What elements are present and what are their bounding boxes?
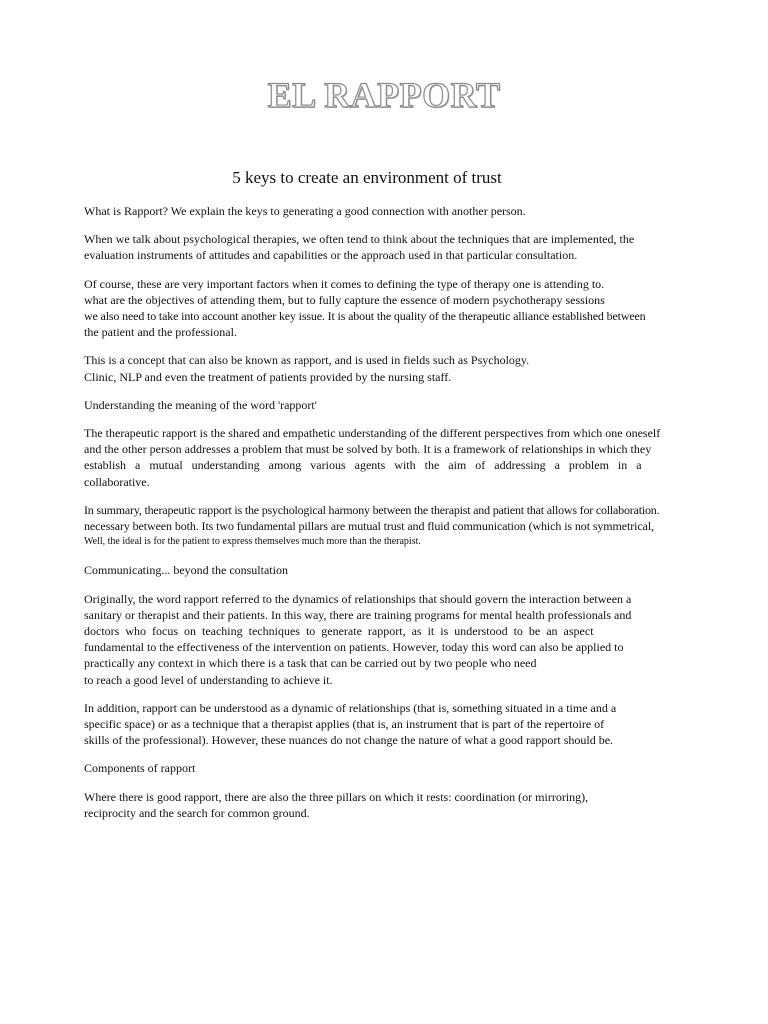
section-heading-components: Components of rapport <box>84 761 196 776</box>
paragraph-summary <box>84 502 700 551</box>
paragraph-psychological-therapies <box>84 231 700 263</box>
text-line: Originally, the word rapport referred to the dynamics of relationships that should govern the interaction between a <box>84 591 632 606</box>
text-line: When we talk about psychological therapies, we often tend to think about the techniques that are implemented, the <box>84 232 635 247</box>
text-line: fundamental to the effectiveness of the intervention on patients. However, today this word can also be applied to <box>84 640 624 655</box>
text-line: Where there is good rapport, there are also the three pillars on which it rests: coordination (or mirroring), <box>84 789 589 804</box>
text-line: collaborative. <box>84 474 150 489</box>
paragraph-intro <box>84 203 700 219</box>
text-line: evaluation instruments of attitudes and capabilities or the approach used in that particular consultation. <box>84 248 578 263</box>
text-line: to reach a good level of understanding to achieve it. <box>84 672 333 687</box>
text-line: Clinic, NLP and even the treatment of patients provided by the nursing staff. <box>84 369 452 384</box>
text-line: In summary, therapeutic rapport is the psychological harmony between the therapist and patient that allows for collaboration. <box>84 502 660 517</box>
section-heading-communicating: Communicating... beyond the consultation <box>84 563 288 578</box>
paragraph-good-rapport <box>84 789 700 821</box>
document-body <box>84 203 700 833</box>
text-line: skills of the professional). However, these nuances do not change the nature of what a good rapport should be. <box>84 733 614 748</box>
text-line: sanitary or therapist and their patients. In this way, there are training programs for mental health professionals and <box>84 607 632 622</box>
text-line: In addition, rapport can be understood as a dynamic of relationships (that is, something situated in a time and a <box>84 700 617 715</box>
paragraph-in-addition <box>84 700 700 749</box>
text-line: practically any context in which there is a task that can be carried out by two people who need <box>84 656 537 671</box>
text-line: Well, the ideal is for the patient to express themselves much more than the therapist. <box>84 536 421 548</box>
text-line: reciprocity and the search for common ground. <box>84 805 310 820</box>
paragraph-important-factors <box>84 276 700 341</box>
paragraph-therapeutic-rapport <box>84 425 700 490</box>
text-line: necessary between both. Its two fundamental pillars are mutual trust and fluid communication (which is not symmetrical, <box>84 519 654 534</box>
text-line: specific space) or as a technique that a therapist applies (that is, an instrument that is part of the repertoire of <box>84 717 605 732</box>
text-line: This is a concept that can also be known as rapport, and is used in fields such as Psychology. <box>84 353 530 368</box>
text-line: establish a mutual understanding among various agents with the aim of addressing a problem in a <box>84 458 642 473</box>
text-line: The therapeutic rapport is the shared and empathetic understanding of the different perspectives from which one oneself <box>84 426 661 441</box>
paragraph-originally <box>84 591 700 688</box>
section-heading-meaning: Understanding the meaning of the word 'rapport' <box>84 397 317 412</box>
document-subtitle: 5 keys to create an environment of trust <box>232 168 502 187</box>
text-line: and the other person addresses a problem that must be solved by both. It is a framework of relationships in which they <box>84 442 652 457</box>
text-line: what are the objectives of attending them, but to fully capture the essence of modern psychotherapy sessions <box>84 292 605 307</box>
text-line: What is Rapport? We explain the keys to generating a good connection with another person. <box>84 204 526 218</box>
document-title: EL RAPPORT <box>267 75 501 115</box>
text-line: doctors who focus on teaching techniques to generate rapport, as it is understood to be an aspect <box>84 624 594 639</box>
text-line: the patient and the professional. <box>84 325 237 340</box>
paragraph-concept <box>84 352 700 384</box>
text-line: Of course, these are very important factors when it comes to defining the type of therapy one is attending to. <box>84 276 605 291</box>
text-line: we also need to take into account another key issue. It is about the quality of the therapeutic alliance established between <box>84 309 646 324</box>
